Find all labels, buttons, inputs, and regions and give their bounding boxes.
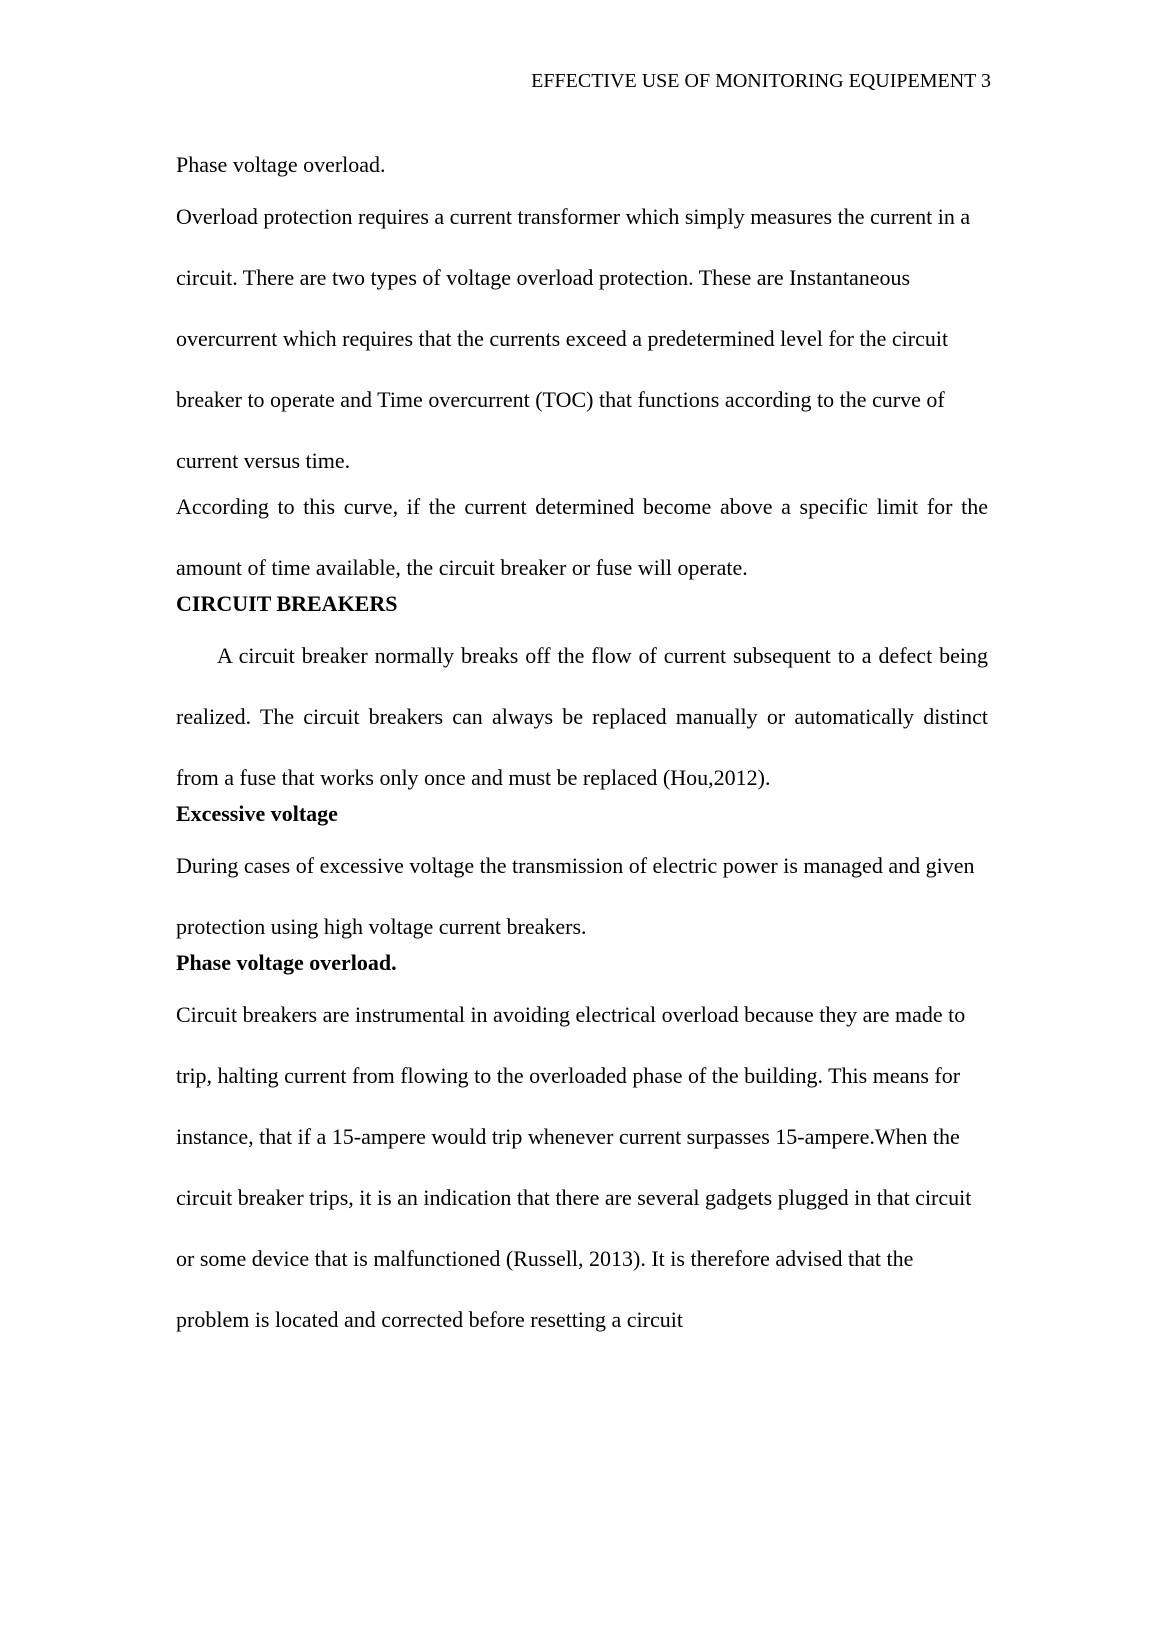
document-body: [176, 150, 988, 1341]
curve-paragraph: According to this curve, if the current determined become above a specific limit for the amount of time available, the circuit breaker or fuse will operate.: [176, 494, 988, 580]
phase-voltage-heading: Phase voltage overload.: [176, 950, 397, 975]
overload-paragraph: Overload protection requires a current transformer which simply measures the current in a circuit. There are two types of voltage overload protection. These are Instantaneous overcurrent which requires that the currents exceed a predetermined level for the circuit breaker to operate and Time overcurrent (TOC) that functions according to the curve of current versus time.: [176, 204, 971, 473]
running-header: EFFECTIVE USE OF MONITORING EQUIPEMENT 3: [531, 70, 991, 92]
circuit-breakers-heading: CIRCUIT BREAKERS: [176, 591, 398, 616]
excessive-voltage-paragraph: During cases of excessive voltage the transmission of electric power is managed and given protection using high voltage current breakers.: [176, 853, 975, 939]
circuit-breakers-paragraph: A circuit breaker normally breaks off the flow of current subsequent to a defect being realized. The circuit breakers can always be replaced manually or automatically distinct from a fuse that works only once and must be replaced (Hou,2012).: [176, 643, 988, 790]
excessive-voltage-heading: Excessive voltage: [176, 801, 338, 826]
intro-label: Phase voltage overload.: [176, 152, 386, 177]
phase-voltage-paragraph: Circuit breakers are instrumental in avoiding electrical overload because they are made to trip, halting current from flowing to the overloaded phase of the building. This means for instance, that if a 15-ampere would trip whenever current surpasses 15-ampere.When the circuit breaker trips, it is an indication that there are several gadgets plugged in that circuit or some device that is malfunctioned (Russell, 2013). It is therefore advised that the problem is located and corrected before resetting a circuit: [176, 1002, 972, 1332]
